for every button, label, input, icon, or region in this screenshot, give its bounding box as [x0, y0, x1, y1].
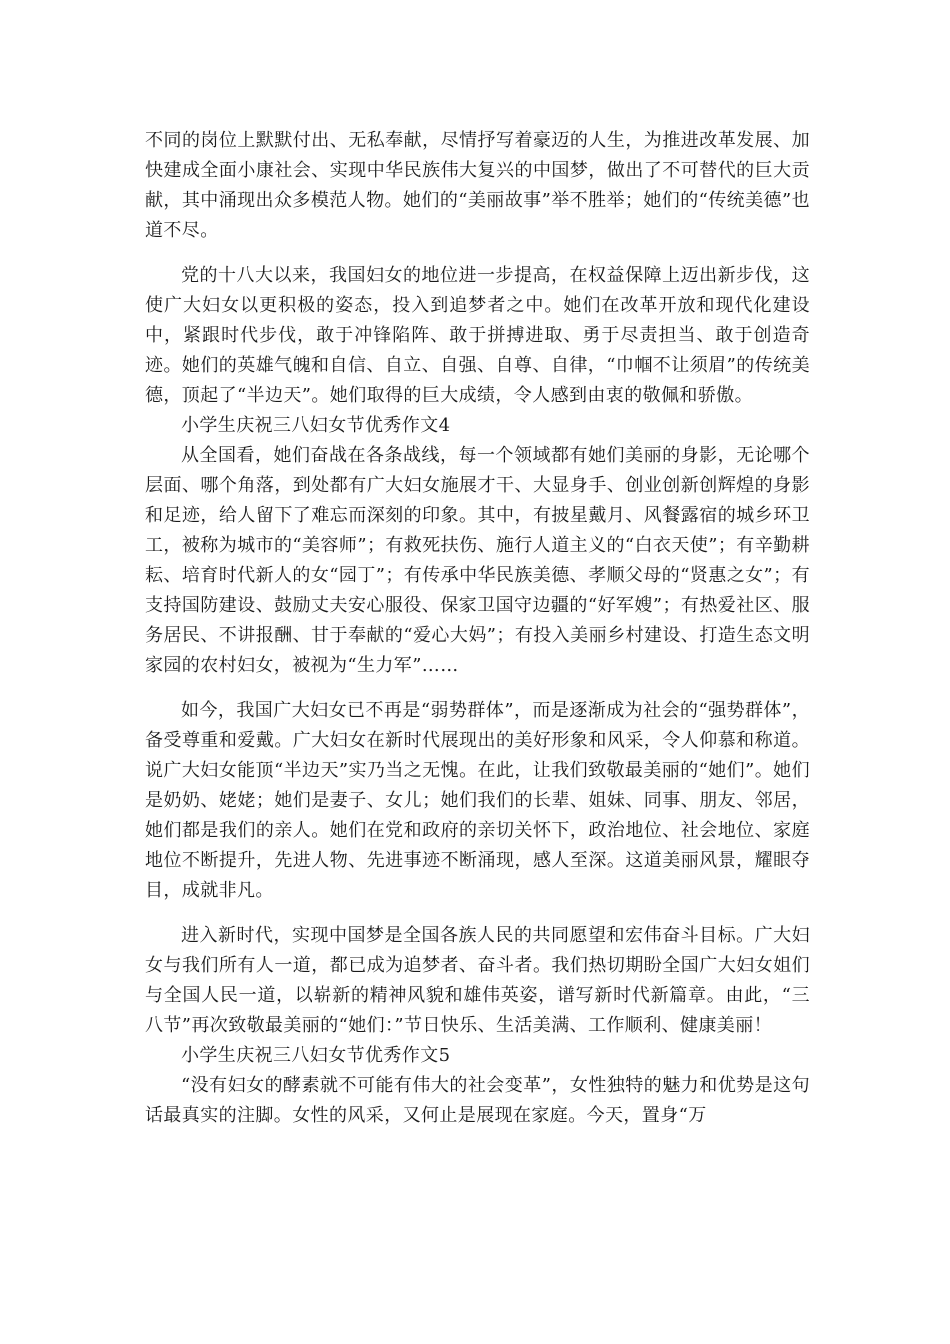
paragraph: 不同的岗位上默默付出、无私奉献，尽情抒写着豪迈的人生，为推进改革发展、加快建成全面小康社会、实现中华民族伟大复兴的中国梦，做出了不可替代的巨大贡献，其中涌现出众多模范人物。她们的“美丽故事”举不胜举；她们的“传统美德”也道不尽。 — [145, 130, 810, 241]
paragraph: 党的十八大以来，我国妇女的地位进一步提高，在权益保障上迈出新步伐，这使广大妇女以更积极的姿态，投入到追梦者之中。她们在改革开放和现代化建设中，紧跟时代步伐，敢于冲锋陷阵、敢于拼搏进取、勇于尽责担当、敢于创造奇迹。她们的英雄气魄和自信、自立、自强、自尊、自律，“巾帼不让须眉”的传统美德，顶起了“半边天”。她们取得的巨大成绩，令人感到由衷的敬佩和骄傲。 — [145, 265, 810, 406]
section-heading: 小学生庆祝三八妇女节优秀作文5 — [181, 1045, 451, 1066]
paragraph: “没有妇女的酵素就不可能有伟大的社会变革”，女性独特的魅力和优势是这句话最真实的注脚。女性的风采，又何止是展现在家庭。今天，置身“万 — [145, 1075, 810, 1126]
paragraph: 进入新时代，实现中国梦是全国各族人民的共同愿望和宏伟奋斗目标。广大妇女与我们所有人一道，都已成为追梦者、奋斗者。我们热切期盼全国广大妇女姐们与全国人民一道，以崭新的精神风貌和雄伟英姿，谱写新时代新篇章。由此，“三八节”再次致敬最美丽的“她们：”节日快乐、生活美满、工作顺利、健康美丽！ — [145, 925, 810, 1036]
document-page — [145, 126, 810, 1131]
paragraph: 如今，我国广大妇女已不再是“弱势群体”，而是逐渐成为社会的“强势群体”，备受尊重和爱戴。广大妇女在新时代展现出的美好形象和风采，令人仰慕和称道。说广大妇女能顶“半边天”实乃当之无愧。在此，让我们致敬最美丽的“她们”。她们是奶奶、姥姥；她们是妻子、女儿；她们我们的长辈、姐妹、同事、朋友、邻居，她们都是我们的亲人。她们在党和政府的亲切关怀下，政治地位、社会地位、家庭地位不断提升，先进人物、先进事迹不断涌现，感人至深。这道美丽风景，耀眼夺目，成就非凡。 — [145, 700, 810, 901]
section-heading: 小学生庆祝三八妇女节优秀作文4 — [181, 415, 451, 436]
paragraph: 从全国看，她们奋战在各条战线，每一个领域都有她们美丽的身影，无论哪个层面、哪个角落，到处都有广大妇女施展才干、大显身手、创业创新创辉煌的身影和足迹，给人留下了难忘而深刻的印象。其中，有披星戴月、风餐露宿的城乡环卫工，被称为城市的“美容师”；有救死扶伤、施行人道主义的“白衣天使”；有辛勤耕耘、培育时代新人的女“园丁”；有传承中华民族美德、孝顺父母的“贤惠之女”；有支持国防建设、鼓励丈夫安心服役、保家卫国守边疆的“好军嫂”；有热爱社区、服务居民、不讲报酬、甘于奉献的“爱心大妈”；有投入美丽乡村建设、打造生态文明家园的农村妇女，被视为“生力军”…… — [145, 445, 810, 676]
